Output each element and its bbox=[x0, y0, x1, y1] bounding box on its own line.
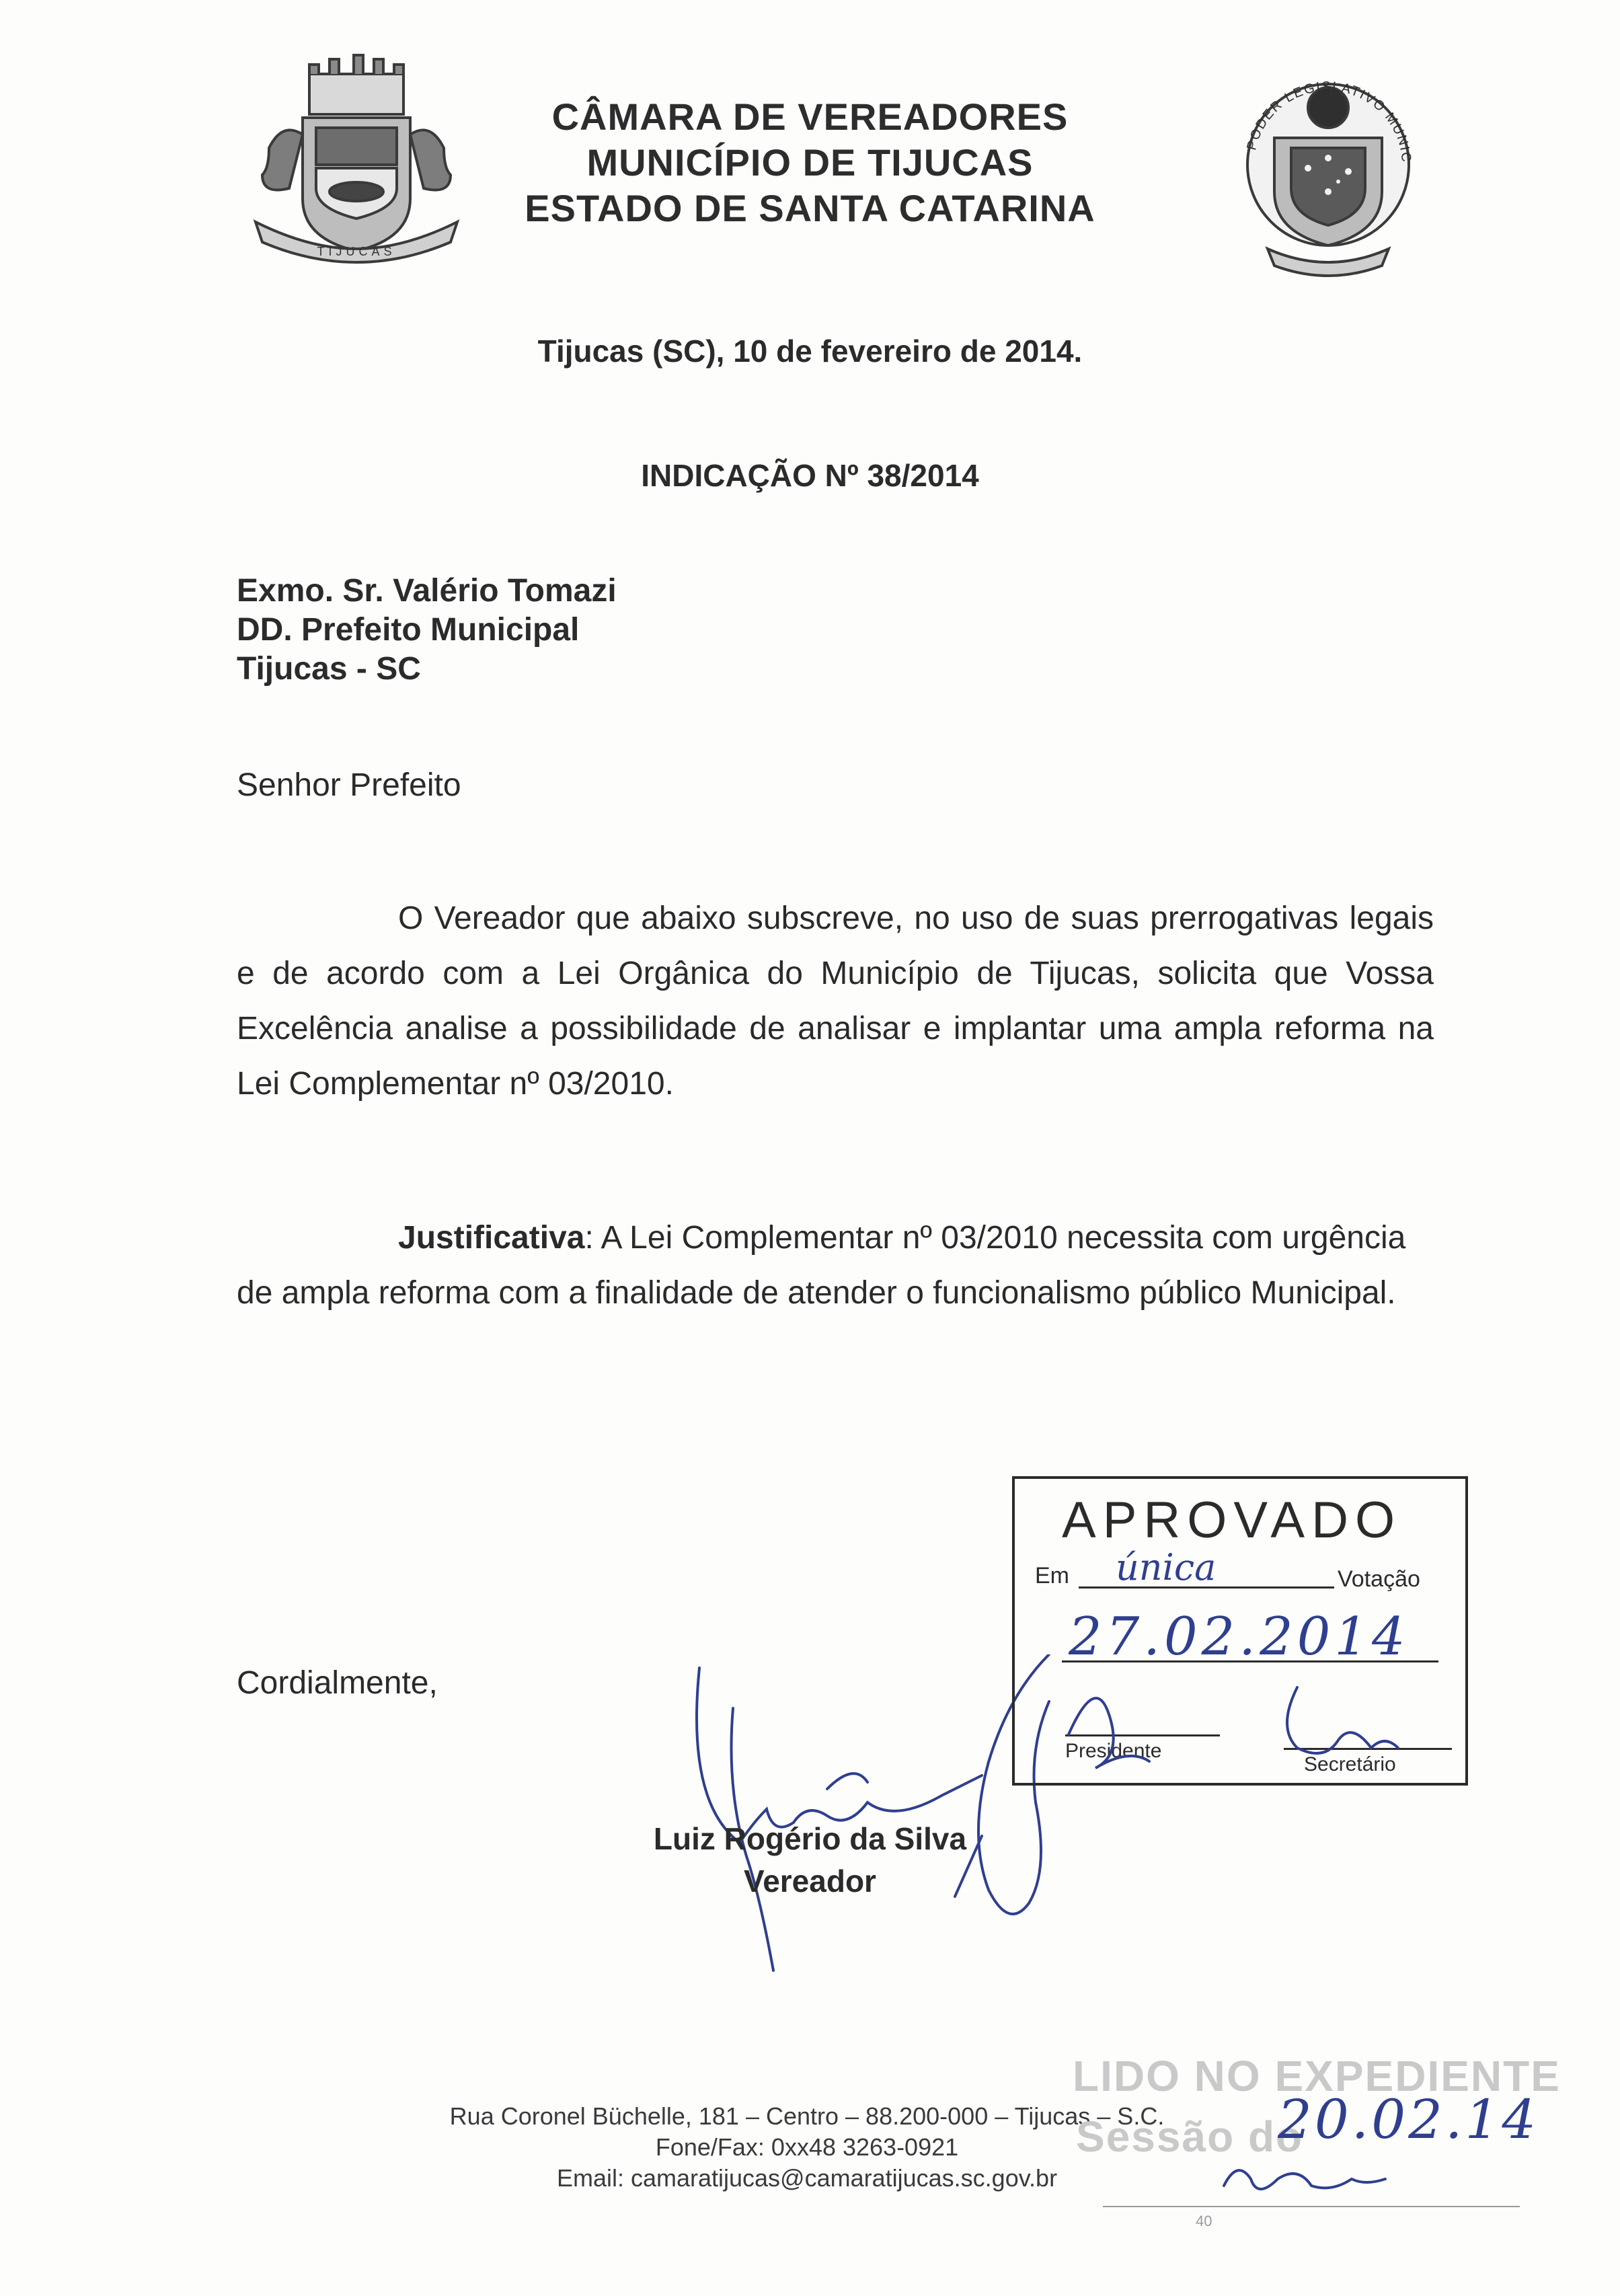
closing: Cordialmente, bbox=[237, 1665, 438, 1701]
expediente-signature-icon bbox=[1210, 2152, 1412, 2206]
justification-text: : A Lei Complementar nº 03/2010 necessita com urgência de ampla reforma com a finalidade de atender o funcionalismo público Municipal. bbox=[237, 1220, 1406, 1311]
stamp-em-label: Em bbox=[1035, 1563, 1069, 1589]
coat-of-arms-caption: TIJUCAS bbox=[317, 245, 396, 258]
signer-name: Luiz Rogério da Silva bbox=[653, 1821, 967, 1856]
addressee-name: Exmo. Sr. Valério Tomazi bbox=[237, 573, 617, 609]
stamp-votacao-label: Votação bbox=[1338, 1566, 1420, 1592]
addressee-role: DD. Prefeito Municipal bbox=[237, 612, 580, 648]
seal-ring-text: PODER LEGISLATIVO MUNIC bbox=[1244, 79, 1414, 164]
footer-email: Email: camaratijucas@camaratijucas.sc.gov.br bbox=[556, 2164, 1058, 2192]
justification-label: Justificativa bbox=[398, 1220, 585, 1256]
legislative-seal-icon bbox=[1227, 57, 1429, 279]
stamp-date-handwritten: 27.02.2014 bbox=[1069, 1607, 1410, 1667]
legislative-emblem bbox=[1227, 57, 1429, 279]
institution-name: CÂMARA DE VEREADORES bbox=[551, 95, 1069, 138]
approval-stamp bbox=[1012, 1476, 1468, 1786]
footer-address: Rua Coronel Büchelle, 181 – Centro – 88.200-000 – Tijucas – S.C. bbox=[449, 2102, 1165, 2130]
stamp-vote-handwritten: única bbox=[1116, 1546, 1217, 1589]
page-number: 40 bbox=[1196, 2213, 1212, 2229]
document-date: Tijucas (SC), 10 de fevereiro de 2014. bbox=[537, 334, 1083, 369]
state-name: ESTADO DE SANTA CATARINA bbox=[525, 187, 1095, 229]
document-title: INDICAÇÃO Nº 38/2014 bbox=[641, 458, 979, 493]
justification-paragraph bbox=[237, 1211, 1434, 1321]
addressee-city: Tijucas - SC bbox=[237, 651, 421, 687]
expediente-stamp-line2: Sessão do bbox=[1076, 2112, 1304, 2161]
approval-stamp-title: APROVADO bbox=[1062, 1492, 1402, 1549]
stamp-secretario-label: Secretário bbox=[1304, 1753, 1396, 1775]
expediente-handwritten-date: 20.02.14 bbox=[1278, 2088, 1539, 2151]
stamp-presidente-label: Presidente bbox=[1065, 1740, 1162, 1762]
expediente-signature bbox=[1210, 2152, 1412, 2206]
expediente-stamp-line1: LIDO NO EXPEDIENTE bbox=[1073, 2052, 1561, 2100]
municipality-name: MUNICÍPIO DE TIJUCAS bbox=[586, 141, 1034, 184]
expediente-underline bbox=[1103, 2206, 1520, 2207]
body-paragraph: O Vereador que abaixo subscreve, no uso de suas prerrogativas legais e de acordo com a Lei Orgânica do Município de Tijucas, solicita que Vossa Excelência analise a possibilidade de analisar e implantar uma ampla reforma na Lei Complementar nº 03/2010. bbox=[237, 901, 1434, 1102]
footer-phone: Fone/Fax: 0xx48 3263-0921 bbox=[655, 2133, 959, 2161]
signer-role: Vereador bbox=[744, 1864, 876, 1899]
stamp-signatures-icon bbox=[1055, 1667, 1445, 1782]
salutation: Senhor Prefeito bbox=[237, 767, 461, 803]
